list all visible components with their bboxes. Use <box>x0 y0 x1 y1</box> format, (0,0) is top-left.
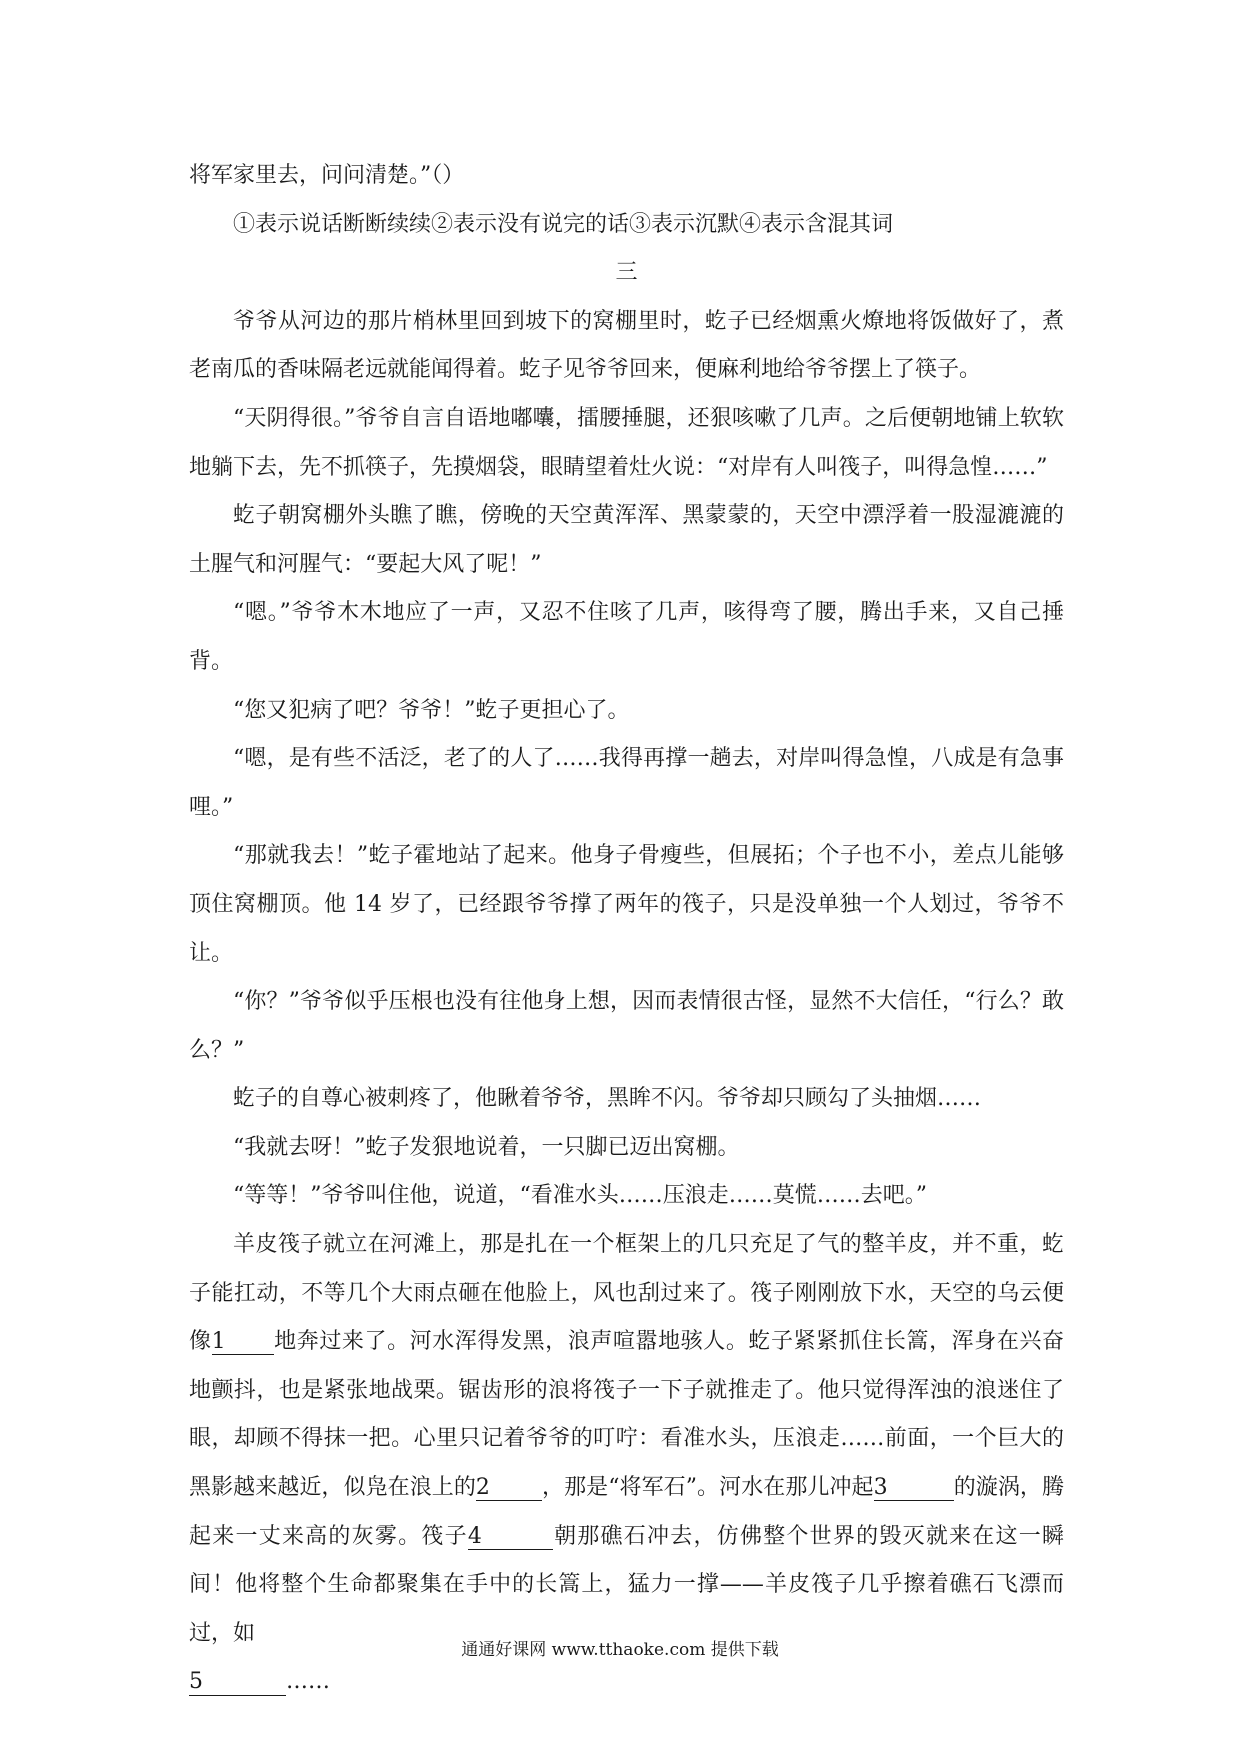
fill-blank-5: 5 <box>189 1670 286 1695</box>
fill-blank-4: 4 <box>468 1525 553 1550</box>
paragraph: “那就我去！”虼子霍地站了起来。他身子骨瘦些，但展拓；个子也不小，差点儿能够顶住窝棚顶。他 14 岁了，已经跟爷爷撑了两年的筏子，只是没单独一个人划过，爷爷不让。 <box>189 843 1064 966</box>
answer-options: ①表示说话断断续续②表示没有说完的话③表示沉默④表示含混其词 <box>233 211 894 237</box>
paragraph: “你？”爷爷似乎压根也没有往他身上想，因而表情很古怪，显然不大信任，“行么？敢么？” <box>189 989 1064 1063</box>
question-tail: 将军家里去，问问清楚。”（） <box>189 163 465 188</box>
paragraph: “我就去呀！”虼子发狠地说着，一只脚已迈出窝棚。 <box>233 1134 740 1160</box>
paragraph: “您又犯病了吧？爷爷！”虼子更担心了。 <box>233 697 630 723</box>
paragraph: 虼子朝窝棚外头瞧了瞧，傍晚的天空黄浑浑、黑蒙蒙的，天空中漂浮着一股湿漉漉的土腥气和河腥气：“要起大风了呢！” <box>189 503 1064 577</box>
passage-body <box>189 152 1064 1707</box>
text-segment: …… <box>286 1669 330 1695</box>
text-segment: ，那是“将军石”。河水在那儿冲起 <box>541 1475 874 1501</box>
paragraph: “嗯，是有些不活泛，老了的人了……我得再撑一趟去，对岸叫得急惶，八成是有急事哩。” <box>189 746 1064 820</box>
paragraph: “嗯。”爷爷木木地应了一声，又忍不住咳了几声，咳得弯了腰，腾出手来，又自己捶背。 <box>189 600 1064 674</box>
paragraph: 虼子的自尊心被刺疼了，他瞅着爷爷，黑眸不闪。爷爷却只顾勾了头抽烟…… <box>233 1086 982 1112</box>
section-heading: 三 <box>615 260 638 286</box>
paragraph: 爷爷从河边的那片梢林里回到坡下的窝棚里时，虼子已经烟熏火燎地将饭做好了，煮老南瓜的香味隔老远就能闻得着。虼子见爷爷回来，便麻利地给爷爷摆上了筷子。 <box>189 308 1064 383</box>
fill-blank-1: 1 <box>212 1330 274 1355</box>
paragraph: “等等！”爷爷叫住他，说道，“看准水头……压浪走……莫慌……去吧。” <box>233 1183 927 1209</box>
fill-blank-2: 2 <box>476 1476 542 1501</box>
text-segment: 的漩涡，腾起来一丈来高的灰雾。筏子 <box>189 1475 1064 1549</box>
text-segment: 羊皮筏子就立在河滩上，那是扎在一个框架上的几只充足了气的整羊皮，并不重，虼子能扛动，不等几个大雨点砸在他脸上，风也刮过来了。筏子刚刚放下水，天空的乌云便像 <box>189 1232 1064 1355</box>
text-segment: 地奔过来了。河水浑得发黑，浪声喧嚣地骇人。虼子紧紧抓住长篙，浑身在兴奋地颤抖，也是紧张地战栗。锯齿形的浪将筏子一下子就推走了。他只觉得浑浊的浪迷住了眼，却顾不得抹一把。心里只记着爷爷的叮咛：看准水头，压浪走……前面，一个巨大的黑影越来越近，似凫在浪上的 <box>189 1329 1064 1501</box>
page-footer: 通通好课网 www.tthaoke.com 提供下载 <box>461 1640 779 1660</box>
text-segment: 朝那礁石冲去，仿佛整个世界的毁灭就来在这一瞬间！他将整个生命都聚集在手中的长篙上，猛力一撑——羊皮筏子几乎擦着礁石飞漂而过，如 <box>189 1523 1064 1646</box>
fill-blank-3: 3 <box>874 1476 954 1501</box>
paragraph: “天阴得很。”爷爷自言自语地嘟囔，擂腰捶腿，还狠咳嗽了几声。之后便朝地铺上软软地躺下去，先不抓筷子，先摸烟袋，眼睛望着灶火说：“对岸有人叫筏子，叫得急惶……” <box>189 405 1064 480</box>
